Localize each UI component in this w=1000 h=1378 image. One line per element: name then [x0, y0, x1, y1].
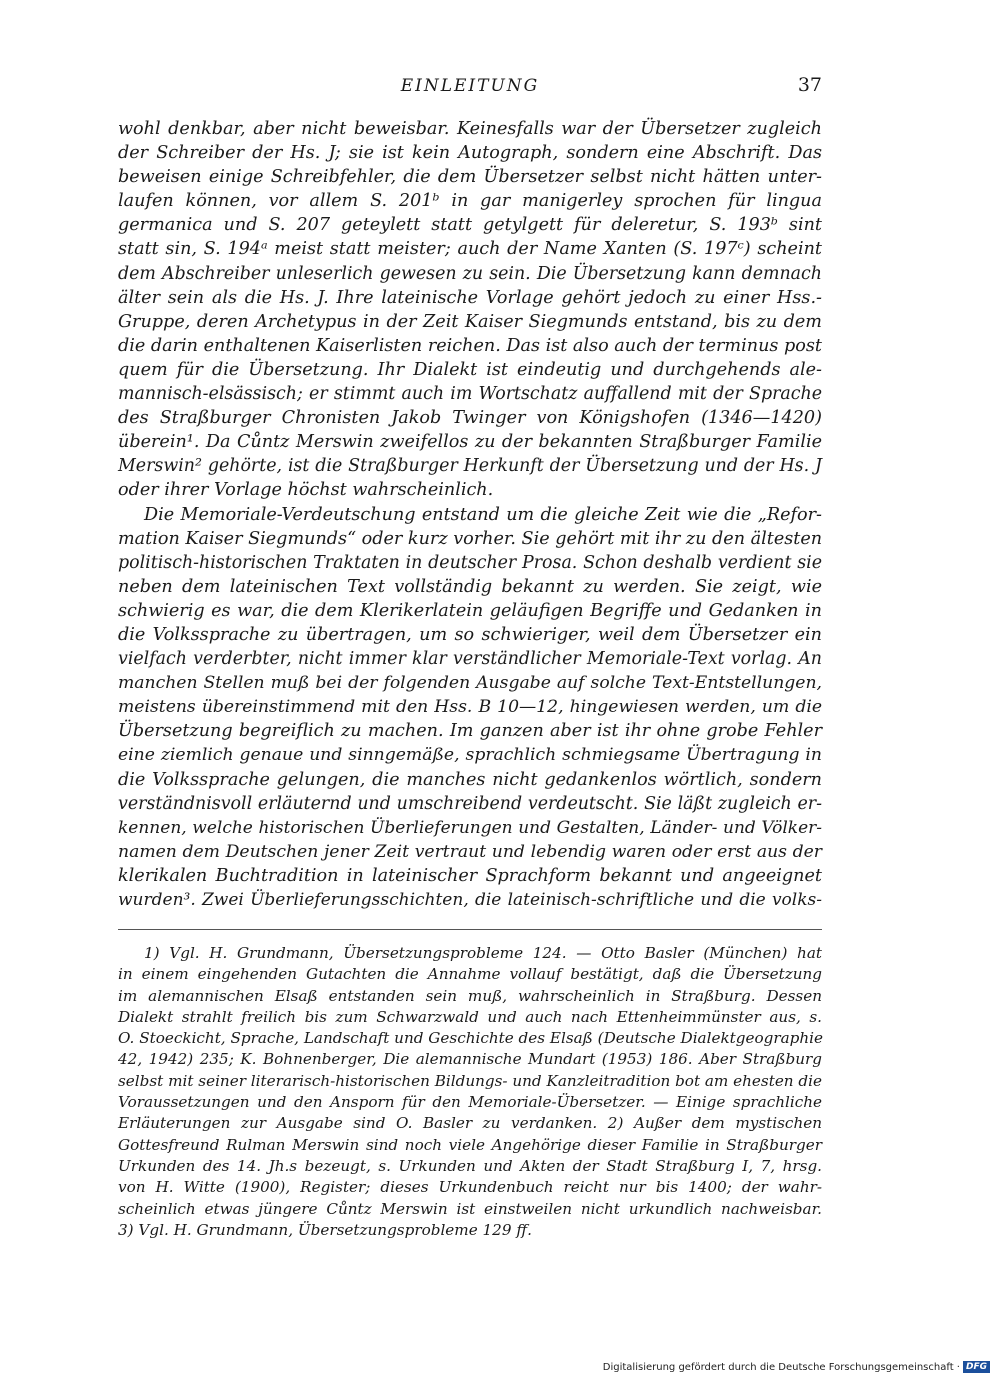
footnote-line: Urkunden des 14. Jh.s bezeugt, s. Urkunden und Akten der Stadt Straßburg I, 7, hrsg.: [118, 1156, 822, 1175]
page-number: 37: [797, 74, 822, 96]
body-line: germanica und S. 207 geteylett statt getylgett für deleretur, S. 193ᵇ sint: [118, 215, 822, 236]
digitization-footer: [603, 1361, 990, 1373]
body-line: die Volkssprache zu übertragen, um so schwieriger, weil dem Übersetzer ein: [118, 624, 822, 645]
footnote-line: Gottesfreund Rulman Merswin sind noch viele Angehörige dieser Familie in Straßburger: [118, 1135, 822, 1154]
body-line: die darin enthaltenen Kaiserlisten reichen. Das ist also auch der terminus post: [118, 335, 822, 356]
body-line: der Schreiber der Hs. J; sie ist kein Autograph, sondern eine Abschrift. Das: [118, 143, 822, 164]
body-line: statt sin, S. 194ᵃ meist statt meister; auch der Name Xanten (S. 197ᶜ) scheint: [118, 239, 822, 260]
body-line: verständnisvoll erläuternd und umschreibend verdeutscht. Sie läßt zugleich er-: [118, 793, 822, 814]
body-line: eine ziemlich genaue und sinngemäße, sprachlich schmiegsame Übertragung in: [118, 745, 822, 766]
body-line: manchen Stellen muß bei der folgenden Ausgabe auf solche Text-Entstellungen,: [118, 673, 822, 694]
footnote-line: selbst mit seiner literarisch-historischen Bildungs- und Kanzleitradition bot am ehesten die: [118, 1071, 822, 1090]
body-line: Übersetzung begreiflich zu machen. Im ganzen aber ist ihr ohne grobe Fehler: [118, 721, 822, 742]
body-line: meistens übereinstimmend mit den Hss. B 10—12, hingewiesen werden, um die: [118, 697, 822, 718]
body-line: wohl denkbar, aber nicht beweisbar. Keinesfalls war der Übersetzer zugleich: [118, 119, 822, 139]
body-line: namen dem Deutschen jener Zeit vertraut und lebendig waren oder erst aus der: [118, 841, 822, 862]
footnote-line: O. Stoeckicht, Sprache, Landschaft und Geschichte des Elsaß (Deutsche Dialektgeographie: [118, 1029, 823, 1048]
body-line: des Straßburger Chronisten Jakob Twinger von Königshofen (1346—1420): [118, 408, 822, 429]
running-head-title: EINLEITUNG: [400, 76, 540, 96]
body-line: dem Abschreiber unleserlich gewesen zu sein. Die Übersetzung kann demnach: [118, 263, 822, 284]
body-line: Merswin² gehörte, ist die Straßburger Herkunft der Übersetzung und der Hs. J: [118, 456, 822, 477]
footnote-separator: [118, 929, 822, 930]
body-text: [118, 117, 822, 912]
footnote-line: 1) Vgl. H. Grundmann, Übersetzungsprobleme 124. — Otto Basler (München) hat: [144, 944, 822, 962]
body-line: oder ihrer Vorlage höchst wahrscheinlich.: [118, 480, 494, 501]
body-line: schwierig es war, die dem Klerikerlatein geläufigen Begriffe und Gedanken in: [118, 600, 822, 621]
body-line: vielfach verderbter, nicht immer klar verständlicher Memoriale-Text vorlag. An: [118, 649, 822, 670]
body-line: mation Kaiser Siegmunds“ oder kurz vorher. Sie gehört mit ihr zu den ältesten: [118, 528, 823, 549]
footnote-line: Erläuterungen zur Ausgabe sind O. Basler zu verdanken. 2) Außer dem mystischen: [118, 1114, 822, 1133]
footnote-line: im alemannischen Elsaß entstanden sein muß, wahrscheinlich in Straßburg. Dessen: [118, 986, 822, 1005]
footnote-line: in einem eingehenden Gutachten die Annahme vollauf bestätigt, daß die Übersetzung: [118, 965, 822, 984]
body-line: beweisen einige Schreibfehler, die dem Übersetzer selbst nicht hätten unter-: [118, 167, 822, 188]
body-line: quem für die Übersetzung. Ihr Dialekt ist eindeutig und durchgehends ale-: [118, 359, 822, 380]
body-line: Die Memoriale-Verdeutschung entstand um die gleiche Zeit wie die „Refor-: [144, 504, 822, 525]
footnote-line: Dialekt strahlt freilich bis zum Schwarzwald und auch nach Ettenheimmünster aus, s.: [118, 1007, 822, 1026]
footnote-line: 42, 1942) 235; K. Bohnenberger, Die alemannische Mundart (1953) 186. Aber Straßburg: [118, 1050, 822, 1069]
footnote-line: 3) Vgl. H. Grundmann, Übersetzungsprobleme 129 ff.: [118, 1220, 532, 1239]
body-line: überein¹. Da Cůntz Merswin zweifellos zu der bekannten Straßburger Familie: [118, 432, 822, 453]
body-line: die Volkssprache gelungen, die manches nicht gedankenlos wörtlich, sondern: [118, 769, 822, 790]
footer-text: Digitalisierung gefördert durch die Deutsche Forschungsgemeinschaft ·: [602, 1361, 960, 1373]
footnote-line: von H. Witte (1900), Register; dieses Urkundenbuch reicht nur bis 1400; der wahr-: [118, 1178, 822, 1197]
body-line: klerikalen Buchtradition in lateinischer Sprachform bekannt und angeeignet: [118, 865, 822, 886]
footnote-line: scheinlich etwas jüngere Cůntz Merswin ist einstweilen nicht urkundlich nachweisbar.: [118, 1199, 822, 1218]
body-line: wurden³. Zwei Überlieferungsschichten, die lateinisch-schriftliche und die volks-: [118, 890, 822, 910]
body-line: neben dem lateinischen Text vollständig bekannt zu werden. Sie zeigt, wie: [118, 576, 822, 597]
body-line: mannisch-elsässisch; er stimmt auch im Wortschatz auffallend mit der Sprache: [118, 384, 822, 405]
body-line: politisch-historischen Traktaten in deutscher Prosa. Schon deshalb verdient sie: [118, 552, 822, 573]
running-head: [118, 72, 822, 102]
body-line: laufen können, vor allem S. 201ᵇ in gar manigerley sprochen für lingua: [118, 191, 822, 212]
footnote-line: Voraussetzungen und den Ansporn für den Memoriale-Übersetzer. — Einige sprachliche: [118, 1093, 822, 1112]
footnotes: [118, 943, 822, 1241]
body-line: kennen, welche historischen Überlieferungen und Gestalten, Länder- und Völker-: [118, 817, 822, 838]
dfg-logo: DFG: [963, 1361, 990, 1373]
body-line: Gruppe, deren Archetypus in der Zeit Kaiser Siegmunds entstand, bis zu dem: [118, 311, 822, 332]
body-line: älter sein als die Hs. J. Ihre lateinische Vorlage gehört jedoch zu einer Hss.-: [118, 287, 822, 308]
